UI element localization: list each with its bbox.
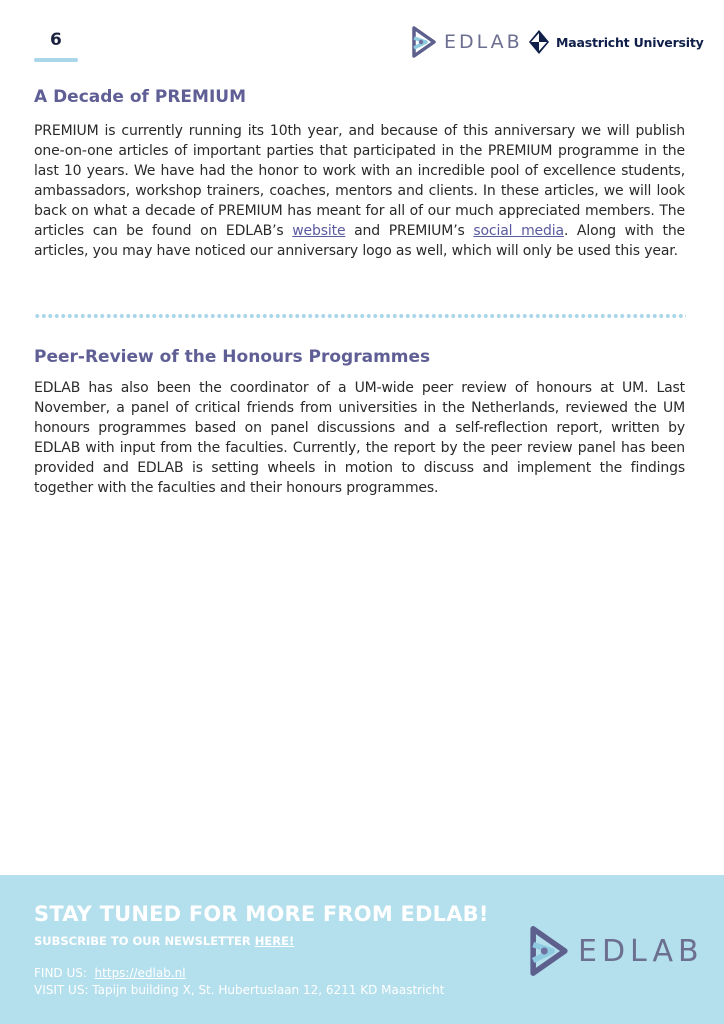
website-link[interactable]: website [292,223,346,239]
edlab-footer-logo [530,925,704,977]
edlab-play-logo-icon [412,26,436,58]
um-diamond-logo-icon [528,29,550,55]
body-text-part: and PREMIUM’s [345,223,474,239]
social-media-link[interactable]: social media [473,223,564,239]
edlab-footer-wordmark: EDLAB [578,933,704,969]
edlab-website-link[interactable]: https://edlab.nl [94,966,186,980]
footer-banner [0,875,724,1024]
section-heading-peer-review: Peer-Review of the Honours Programmes [34,347,431,367]
newsletter-subscribe [34,934,294,948]
page-number: 6 [50,30,62,50]
um-name: Maastricht University [556,34,704,50]
edlab-play-logo-icon [530,925,568,977]
body-text-part: PREMIUM is currently running its 10th year, and because of this anniversary we will publish one-on-one articles of important parties that participated in the PREMIUM programme in the last 10 years. We have had the honor to work with an incredible pool of excellence students, ambassadors, workshop trainers, coaches, mentors and clients. In these articles, we will look back on what a decade of PREMIUM has meant for all of our much appreciated members. The articles can be found on EDLAB’s [34,123,685,239]
section-heading-premium: A Decade of PREMIUM [34,87,247,107]
dotted-divider [34,314,686,318]
page-number-underline [34,58,78,62]
visit-us-address: VISIT US: Tapijn building X, St. Hubertuslaan 12, 6211 KD Maastricht [34,983,445,997]
subscribe-text: SUBSCRIBE TO OUR NEWSLETTER [34,934,255,948]
section-body-peer-review: EDLAB has also been the coordinator of a UM-wide peer review of honours at UM. Last November, a panel of critical friends from universities in the Netherlands, reviewed the UM honours programmes based on panel discussions and a self-reflection report, written by EDLAB with input from the faculties. Currently, the report by the peer review panel has been provided and EDLAB is setting wheels in motion to discuss and implement the findings together with the faculties and their honours programmes. [34,380,685,496]
footer-title: STAY TUNED FOR MORE FROM EDLAB! [34,902,489,926]
edlab-logo [412,26,523,58]
find-us-label: FIND US: [34,966,95,980]
edlab-wordmark: EDLAB [444,31,523,53]
find-us [34,966,186,980]
section-body-premium [34,121,685,261]
body-text-part: . Along with the articles, you may have noticed our anniversary logo as well, which will only be used this year. [34,223,686,259]
maastricht-university-logo [528,28,704,56]
subscribe-here-link[interactable]: HERE! [254,934,295,948]
